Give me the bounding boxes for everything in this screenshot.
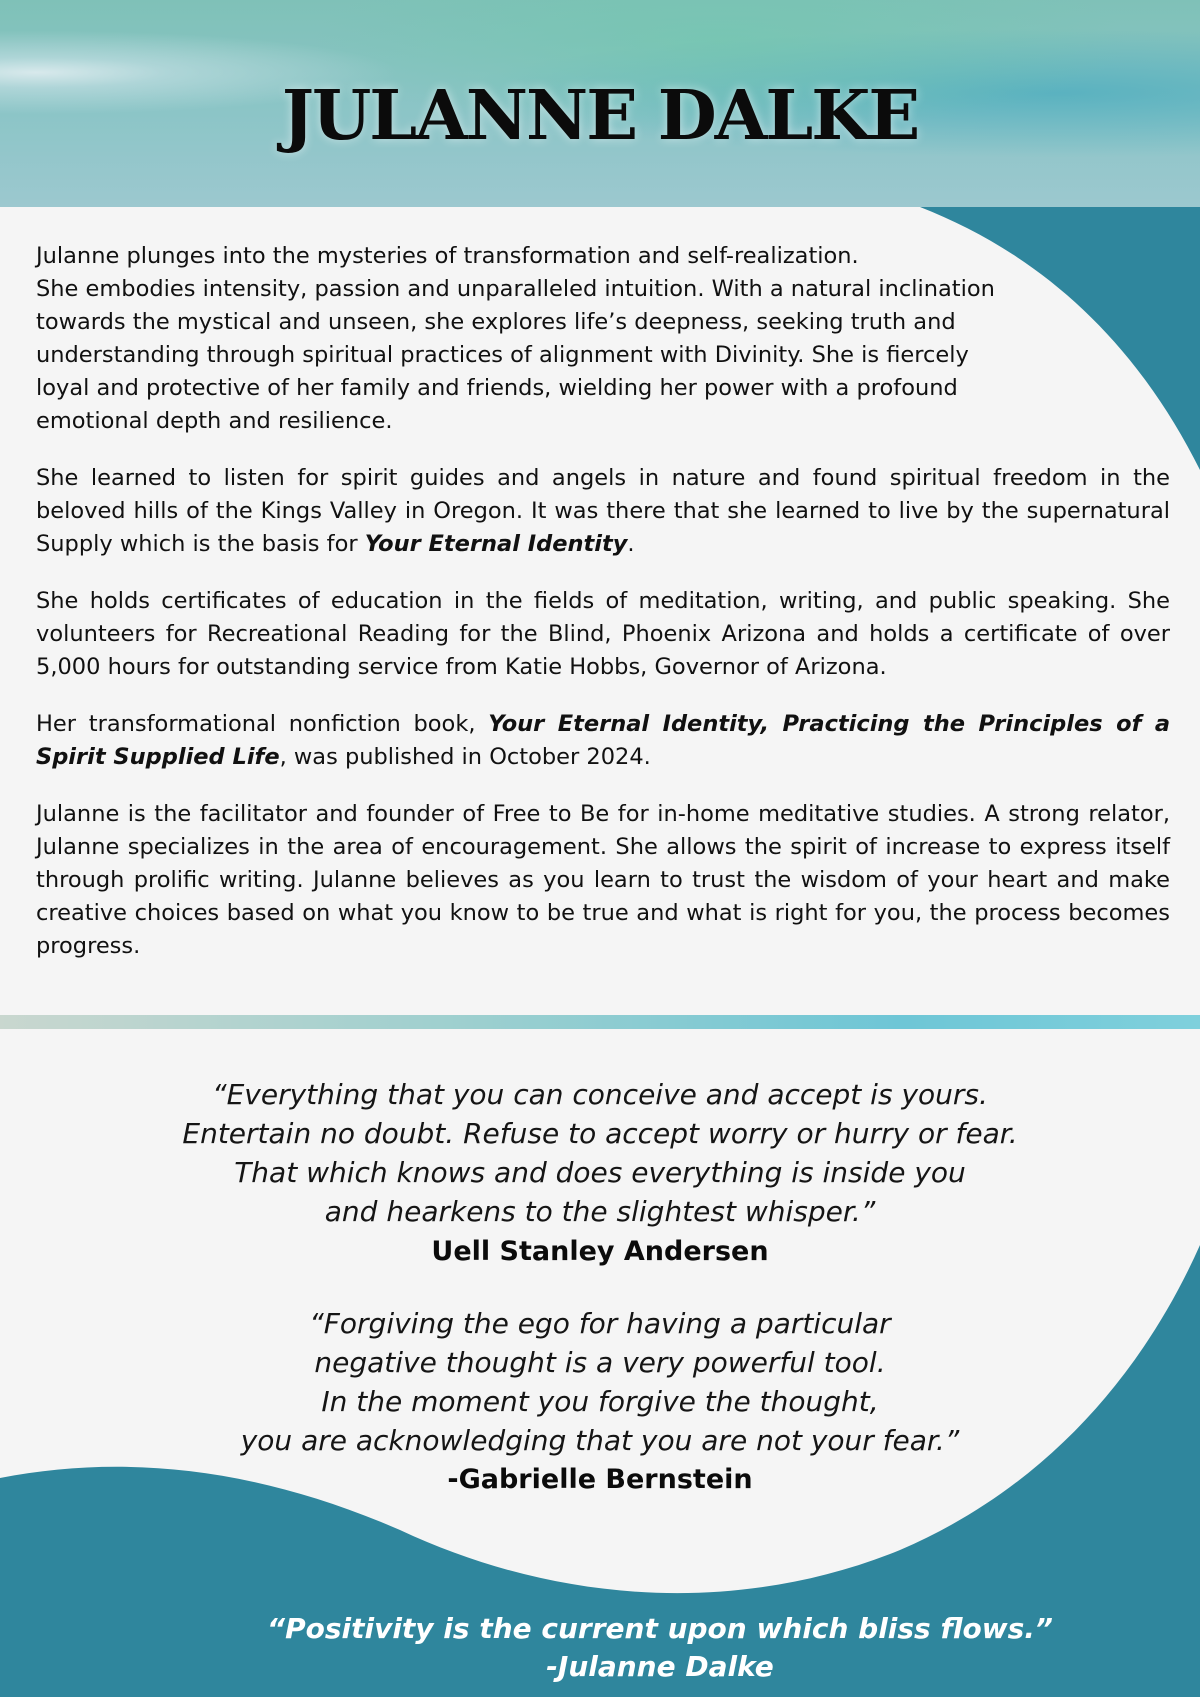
quote-line: “Everything that you can conceive and accept is yours. — [212, 1078, 988, 1111]
biography — [36, 240, 1170, 987]
footer-quote-author: -Julanne Dalke — [546, 1650, 774, 1683]
quote-line: In the moment you forgive the thought, — [321, 1385, 879, 1418]
bio-paragraph-4 — [36, 708, 1170, 774]
quote-andersen — [0, 1075, 1200, 1231]
bio-p2-end: . — [627, 531, 635, 557]
bio-paragraph-5: Julanne is the facilitator and founder of Free to Be for in-home meditative studies. A strong relator, Julanne specializes in the area of encouragement. She allows the spirit of increase to express itself through prolific writing. Julanne believes as you learn to trust the wisdom of your heart and make creative choices based on what you know to be true and what is right for you, the process becomes progress. — [36, 801, 1170, 959]
bio-paragraph-2 — [36, 462, 1170, 561]
bio-p2-text: She learned to listen for spirit guides and angels in nature and found spiritual freedom in the beloved hills of the Kings Valley in Oregon. It was there that she learned to live by the supernatural Supply which is the basis for — [36, 465, 1170, 557]
book-full-title: Your Eternal Identity, Practicing the Principles of a Spirit Supplied Life — [36, 711, 1170, 770]
quote-author-bernstein: -Gabrielle Bernstein — [447, 1464, 753, 1495]
section-divider — [0, 1015, 1200, 1029]
book-title: Your Eternal Identity — [364, 531, 628, 557]
quote-line: negative thought is a very powerful tool. — [314, 1346, 886, 1379]
quote-line: Entertain no doubt. Refuse to accept worry or hurry or fear. — [182, 1117, 1018, 1150]
bio-p1-line1: Julanne plunges into the mysteries of transformation and self-realization. — [36, 243, 859, 269]
quote-line: and hearkens to the slightest whisper.” — [324, 1195, 876, 1228]
bio-paragraph-1 — [36, 240, 1026, 438]
quote-author-andersen: Uell Stanley Andersen — [431, 1236, 769, 1267]
quote-line: “Forgiving the ego for having a particular — [309, 1307, 891, 1340]
quote-line: you are acknowledging that you are not your fear.” — [240, 1424, 960, 1457]
bio-paragraph-3: She holds certificates of education in the fields of meditation, writing, and public speaking. She volunteers for Recreational Reading for the Blind, Phoenix Arizona and holds a certificate of over 5,000 hours for outstanding service from Katie Hobbs, Governor of Arizona. — [36, 588, 1170, 680]
page-title: JULANNE DALKE — [281, 76, 919, 156]
bio-p4-start: Her transformational nonfiction book, — [36, 711, 489, 737]
footer-quote: “Positivity is the current upon which bliss flows.” — [267, 1612, 1053, 1645]
quote-bernstein — [0, 1304, 1200, 1460]
quote-line: That which knows and does everything is inside you — [234, 1156, 966, 1189]
bio-p4-end: , was published in October 2024. — [279, 744, 651, 770]
bio-p1-rest: She embodies intensity, passion and unparalleled intuition. With a natural inclination towards the mystical and unseen, she explores life’s deepness, seeking truth and understanding through spiritual practices of alignment with Divinity. She is fiercely loyal and protective of her family and friends, wielding her power with a profound emotional depth and resilience. — [36, 276, 995, 434]
